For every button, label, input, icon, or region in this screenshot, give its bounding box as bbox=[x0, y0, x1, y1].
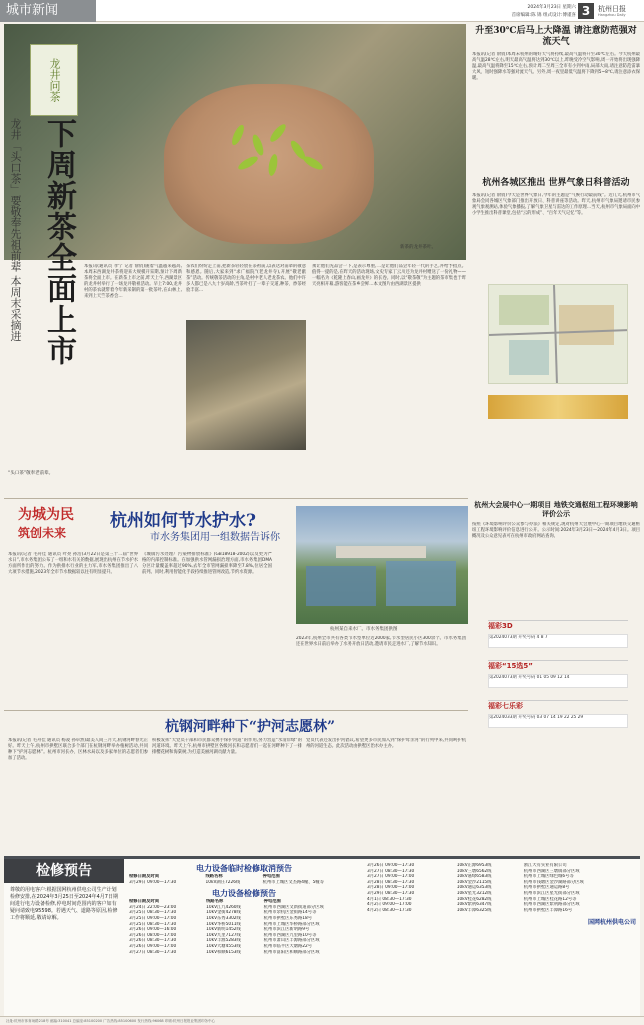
cell: 3月28日 08:30—17:30 bbox=[367, 879, 415, 885]
col-header: 检修日期及时间 bbox=[129, 899, 160, 905]
schedule3-table bbox=[366, 863, 636, 913]
ad-banner bbox=[488, 395, 628, 419]
weather-text: 本报讯(记者 俞俏)本周末杭州的晴好天气将持续,最高气温将升至30℃左右。今天杭州最高气温28℃左右,明天最高气温将达到30℃以上,昨晚受冷空气影响,周一开始将出现强降温,最高气温将降至15℃左右,预计周二至周三全市有小到中雨,局部大雨,请注意防范雷暴大风、短时强降水等强对流天气。另外,周一夜里最低气温将下降到5~8℃,请注意添衣保暖。 bbox=[472, 52, 640, 81]
cell: 10kV正源6953线 bbox=[456, 863, 492, 868]
cell: 杭州市拱墅区丰潭路16号 bbox=[523, 907, 573, 913]
cell: 10kV通运6353线 bbox=[456, 885, 492, 891]
water-body-col1: 本报讯(记者 毛舟佳 通讯员 叶亮 孙浩)3月22日是第三十二届“世界水日”,市水务集团公布了一组和水有关的数据,展现出杭州在节水护水方面所作出的努力。作为供排水行业的主力军,市水务集团推出了八大项节水措施,2023年全市节水数据较以往有明显提升。 bbox=[8, 552, 138, 575]
notice-text: 尊敬的用电客户:根据国网杭州供电公司生产计划检修安排,在2024年3月25日至2024年4月7日期间进行电力设备检修,停电时间范围内的客户如有疑问请致电95598。若遇天气、道路等原因,检修工作将顺延,敬请谅解。 bbox=[10, 887, 118, 921]
cell: 3月29日 09:00—17:30 bbox=[129, 879, 177, 885]
forest-body-col2: 积极发挥“大党员干部和市民群众携手保护河道”的作用,努力营造“水清岸绿”的河道环境。昨天上午,杭州市拱墅区各级河长和志愿者们一起在河畔种下了一排排樱花树和海棠树,为打造美丽河湖贡献力量。 bbox=[152, 738, 302, 755]
campaign-logo bbox=[18, 504, 98, 550]
cell: 3月27日 09:00—17:00 bbox=[367, 874, 415, 880]
forest-body-col3: 党员代表还发出护河倡议,希望更多市民加入到“保护母亲河”的行列中来,共同呵护杭州的河道生态。此次活动由拱墅区治水办主办。 bbox=[306, 738, 466, 749]
cell: 3月28日 09:00—17:00 bbox=[367, 885, 415, 891]
cell: 杭州市西湖区三墩镇部分区域 bbox=[523, 868, 580, 874]
lead-body-col3: 须让他们先品尝一下,是表示尊重,二是让他们品尝年轻一代的手艺,并给予指点。值得一提的是,在昨天的活动现场,文史专家丁云川还为龙井村赠送了一份礼物——一幅名为《乾隆上春山,画龙井》的长卷。同时,以“敬茶敬”为主题的茶市集也于昨天亮相开幕,游客能在茶乡尝鲜…本文图片由西湖景区提供 bbox=[312, 264, 466, 287]
column-badge: 龙井问茶 bbox=[30, 44, 78, 116]
paper-name: 杭州日报 bbox=[598, 5, 626, 13]
table-row bbox=[366, 908, 636, 914]
date-line: 2024年3月23日 星期六 bbox=[527, 5, 576, 10]
cell: 3月27日 08:30—17:30 bbox=[129, 949, 177, 955]
cell: 3月24日 22:00—23:00 bbox=[129, 904, 177, 910]
cell: 杭州市西湖区九里路10号等 bbox=[263, 932, 317, 938]
eia-title: 杭州大会展中心一期项目 地铁交通枢纽工程环境影响评价公示 bbox=[474, 500, 638, 518]
col-header: 线路名称 bbox=[206, 899, 224, 905]
map-road bbox=[554, 285, 557, 384]
cell: 10kV丰潭6325线 bbox=[456, 907, 492, 913]
cell: 10kV江九4260线 bbox=[206, 904, 241, 910]
cell: 4月1日 08:30—17:30 bbox=[367, 896, 412, 902]
cell: 杭州市钱塘区金沙湖路部分区域 bbox=[523, 879, 584, 885]
cell: 3月26日 08:00—17:00 bbox=[129, 932, 177, 938]
cell: 10kV桂花6282线 bbox=[456, 896, 492, 902]
divider bbox=[4, 710, 468, 711]
page-footer: 社址:杭州市体育场路218号 邮编:310041 总编室:85100200 广告热线:85100600 发行热线:96068 印刷:杭州日报报业集团印务中心 bbox=[0, 1016, 644, 1024]
water-plant-photo bbox=[296, 506, 468, 624]
cell: 杭州市西湖区文新街道部分区域 bbox=[263, 904, 324, 910]
forest-body-col1: 本报讯(记者 毛舟佳 通讯员 杨凌 孙卓然)最美人间三月天,杭钢河畔春光正好。昨天上午,杭州市拱墅区联合多个部门在杭钢河畔举办植树活动,共同种下“护河志愿林”。杭州市河长办、区林水局以及多家单位的志愿者们参加了活动。 bbox=[8, 738, 148, 761]
cell: 10kV湖庄7226线 bbox=[205, 879, 241, 885]
notice-signoff: 国网杭州供电公司 bbox=[587, 919, 636, 927]
water-headline: 杭州如何节水护水? bbox=[110, 511, 256, 531]
map-block bbox=[499, 295, 549, 325]
campaign-logo-line2: 筑创未来 bbox=[18, 526, 67, 540]
lottery-name: 福彩“15选5” bbox=[488, 662, 533, 670]
cell: 10kV丰源5283线 bbox=[206, 938, 241, 944]
schedule1-title: 电力设备临时检修取消预告 bbox=[196, 864, 292, 873]
lead-body-col1: 本报讯(通讯员 孝宁 记者 俞俏)随着气温越来越高,本周末西湖龙井茶将迎来大规模开采期,预计下周新茶将全面上市。在新茶上市之前,昨天上午,西湖景区的龙井村举行了一场龙井敬祖活动。早上7:00,龙井村的茶农就带着今年新采制的第一批茶叶,在山林上,来到上天竺茶香会… bbox=[84, 264, 182, 299]
lottery-numbers: 第2024073期 开奖号码 01 05 09 12 14 bbox=[488, 674, 628, 688]
weather-title: 升至30℃后马上大降温 请注意防范强对流天气 bbox=[475, 26, 637, 47]
cell: 10kV金街4278线 bbox=[206, 910, 241, 916]
cell: 3月26日 09:00—17:30 bbox=[367, 863, 415, 868]
cell: 10kV三墩6562线 bbox=[456, 868, 492, 874]
notice-title: 检修预告 bbox=[4, 859, 124, 883]
pool bbox=[306, 566, 376, 606]
lottery-item bbox=[488, 700, 628, 734]
water-body-col2: 《城镇污水处理厂污染物排放标准》(GB18918-2002)以及更为严格的内部控制标准。在加强供水管网漏损治理方面,市水务集团DMA分区计量覆盖率超过90%,去年全市管网漏损率降至7.8%,位居全国前列。同时,利用智能化手段持续推进管网改造,节约水资源。 bbox=[142, 552, 272, 575]
right-column bbox=[472, 26, 640, 496]
schedule2-table bbox=[128, 899, 360, 955]
col-header: 检修日期及时间 bbox=[129, 874, 160, 879]
table-row bbox=[128, 880, 360, 886]
cell: 3月25日 08:30—17:30 bbox=[129, 921, 177, 927]
lottery-name: 福彩3D bbox=[488, 622, 513, 630]
water-subhead: 市水务集团用一组数据告诉你 bbox=[150, 532, 280, 543]
schedule-right bbox=[366, 863, 636, 926]
lead-photo-2 bbox=[186, 320, 306, 450]
lead-photo2-caption: “头口茶”敬奉老前辈。 bbox=[8, 471, 54, 476]
lottery-numbers: 第2024033期 开奖号码 03 07 14 19 22 25 29 bbox=[488, 714, 628, 728]
editor-line: 首席编辑:陈 锦 组式设计:傅谨喜 bbox=[511, 13, 576, 18]
cell: 10kV星光3212线 bbox=[456, 890, 492, 896]
cell: 杭州市上城区绿色城6号等 bbox=[523, 874, 574, 880]
meteo-day-text: 本报讯(记者 俞俏)今天是世界气象日,今年的主题是“气候行动最前线”。近几天,杭州市气象局会同各城区气象部门推出开放日、科普讲座等活动。昨天,杭州市气象局邀请市民参观气象观测站,体验气象播报,了解气象卫星与雷达的工作原理…当天,杭州市气象局面向中小学生推出科普课堂,包括“云的形成”、“百年天气记忆”等。 bbox=[472, 193, 640, 216]
pool bbox=[386, 561, 456, 606]
cell: 杭州市富阳区和顺路部分区域 bbox=[263, 949, 320, 955]
cell: 杭州市萧山区丰源路部分区域 bbox=[263, 938, 320, 944]
cell: 10kV东秀3302线 bbox=[206, 915, 241, 921]
cell: 4月2日 08:30—17:30 bbox=[367, 907, 412, 913]
schedule-left bbox=[128, 863, 360, 955]
cell: 10kV金沙2115线 bbox=[456, 879, 492, 885]
lottery-numbers: 第2024073期 开奖号码 4 8 7 bbox=[488, 634, 628, 648]
cell: 杭州市西湖区紫荆路部分区域 bbox=[523, 902, 580, 908]
cell: 3月26日 09:00—17:00 bbox=[129, 943, 177, 949]
cell: 10kV和顺6153线 bbox=[206, 949, 241, 955]
lottery-item bbox=[488, 660, 628, 694]
cell: 3月27日 08:30—17:30 bbox=[367, 868, 415, 874]
cell: 杭州市滨江区新明路9号 bbox=[263, 927, 310, 933]
cell: 10kV华桥5011线 bbox=[206, 921, 241, 927]
lead-body-col2: 茶农们纷纷走上前,把新茶轻轻放在茶祖前,以表达对前辈的敬意和感恩。随后,大家来到“求广福院”(老龙井寺),开展“敬老献茶”活动。传统敬茶活动的主角,是村中老人老龙茶农。他们中许多人都已是八九十岁高龄,当茶叶打了一辈子交道,种茶、炒茶经验丰富… bbox=[186, 264, 306, 293]
cell: 杭州市上城区文杰路4幢、5幢等 bbox=[262, 879, 324, 885]
lead-kicker: 龙井「头口茶」要敬奉先祖前辈 本周末采摘进 bbox=[9, 118, 22, 342]
table-row bbox=[128, 950, 360, 956]
water-body-col3: 2023年,杭州全市共有各类节水型单位近2000家,节水型居民小区300余个。市水务集团还在世界水日前后举办了水务开放日活动,邀请市民走进水厂,了解节水知识。 bbox=[296, 636, 466, 647]
cell: 3月26日 09:00—16:00 bbox=[129, 927, 177, 933]
cell: 4月2日 09:00—17:00 bbox=[367, 902, 412, 908]
lead-photo-caption: 新茶的龙井茶叶。 bbox=[400, 245, 436, 250]
cell: 3月25日 09:00—17:00 bbox=[129, 915, 177, 921]
cell: 浙江大有实业有限公司 bbox=[523, 863, 567, 868]
cell: 10kV紫荆6347线 bbox=[456, 902, 492, 908]
page-number: 3 bbox=[578, 3, 594, 19]
cell: 杭州市上城区桂花路12号等 bbox=[523, 896, 577, 902]
map-block bbox=[559, 305, 614, 345]
maintenance-notice bbox=[4, 856, 640, 1016]
meteo-day-title: 杭州各城区推出 世界气象日科普活动 bbox=[482, 178, 630, 188]
cell: 杭州市拱墅区东秀路18号 bbox=[263, 915, 313, 921]
page-header bbox=[0, 0, 644, 22]
schedule2-title: 电力设备检修预告 bbox=[212, 889, 276, 899]
forest-headline: 杭钢河畔种下“护河志愿林” bbox=[164, 719, 336, 735]
lead-headline: 下周新茶全面上市 bbox=[41, 118, 76, 366]
cell: 杭州市临平区大塘路22号 bbox=[263, 943, 313, 949]
cell: 3月29日 08:30—17:30 bbox=[367, 890, 415, 896]
cell: 10kV嘉绿6583线 bbox=[456, 874, 492, 880]
cell: 10kV新明1452线 bbox=[206, 927, 241, 933]
eia-text: 按照《环境影响评价公众参与办法》相关规定,现对杭州大会展中心一期项目地铁交通枢纽工程环境影响评价信息进行公开。公示时间:2024年3月23日—2024年4月3日。项目概况及公众意见表可在杭州市政府网站查询。 bbox=[472, 522, 640, 539]
cell: 杭州市滨江区星光街部分区域 bbox=[523, 890, 580, 896]
lottery-item bbox=[488, 620, 628, 654]
cell: 3月25日 08:30—17:30 bbox=[129, 910, 177, 916]
cell: 杭州市上城区华桥路部分区域 bbox=[263, 921, 320, 927]
col-header: 线路名称 bbox=[205, 874, 223, 879]
cell: 杭州市拱墅区通运路8号 bbox=[523, 885, 570, 891]
cell: 10kV九里7127线 bbox=[206, 932, 241, 938]
site-map bbox=[488, 284, 628, 384]
paper-subname: Hangzhou Daily bbox=[598, 13, 626, 17]
col-header: 停电范围 bbox=[262, 874, 280, 879]
cell: 杭州市余杭区金街路14号等 bbox=[263, 910, 317, 916]
lottery-name: 福彩七乐彩 bbox=[488, 702, 523, 710]
section-label: 城市新闻 bbox=[0, 0, 96, 22]
cell: 3月26日 08:30—17:30 bbox=[129, 938, 177, 944]
building bbox=[336, 546, 426, 558]
campaign-logo-line1: 为城为民 bbox=[18, 507, 74, 523]
water-photo-caption: 杭州某自来水厂。市水务集团供图 bbox=[330, 627, 398, 632]
map-block bbox=[509, 340, 549, 375]
col-header: 停电范围 bbox=[263, 899, 281, 905]
divider bbox=[4, 498, 468, 499]
cell: 10kV大塘4553线 bbox=[206, 943, 241, 949]
schedule1-table bbox=[128, 874, 360, 885]
